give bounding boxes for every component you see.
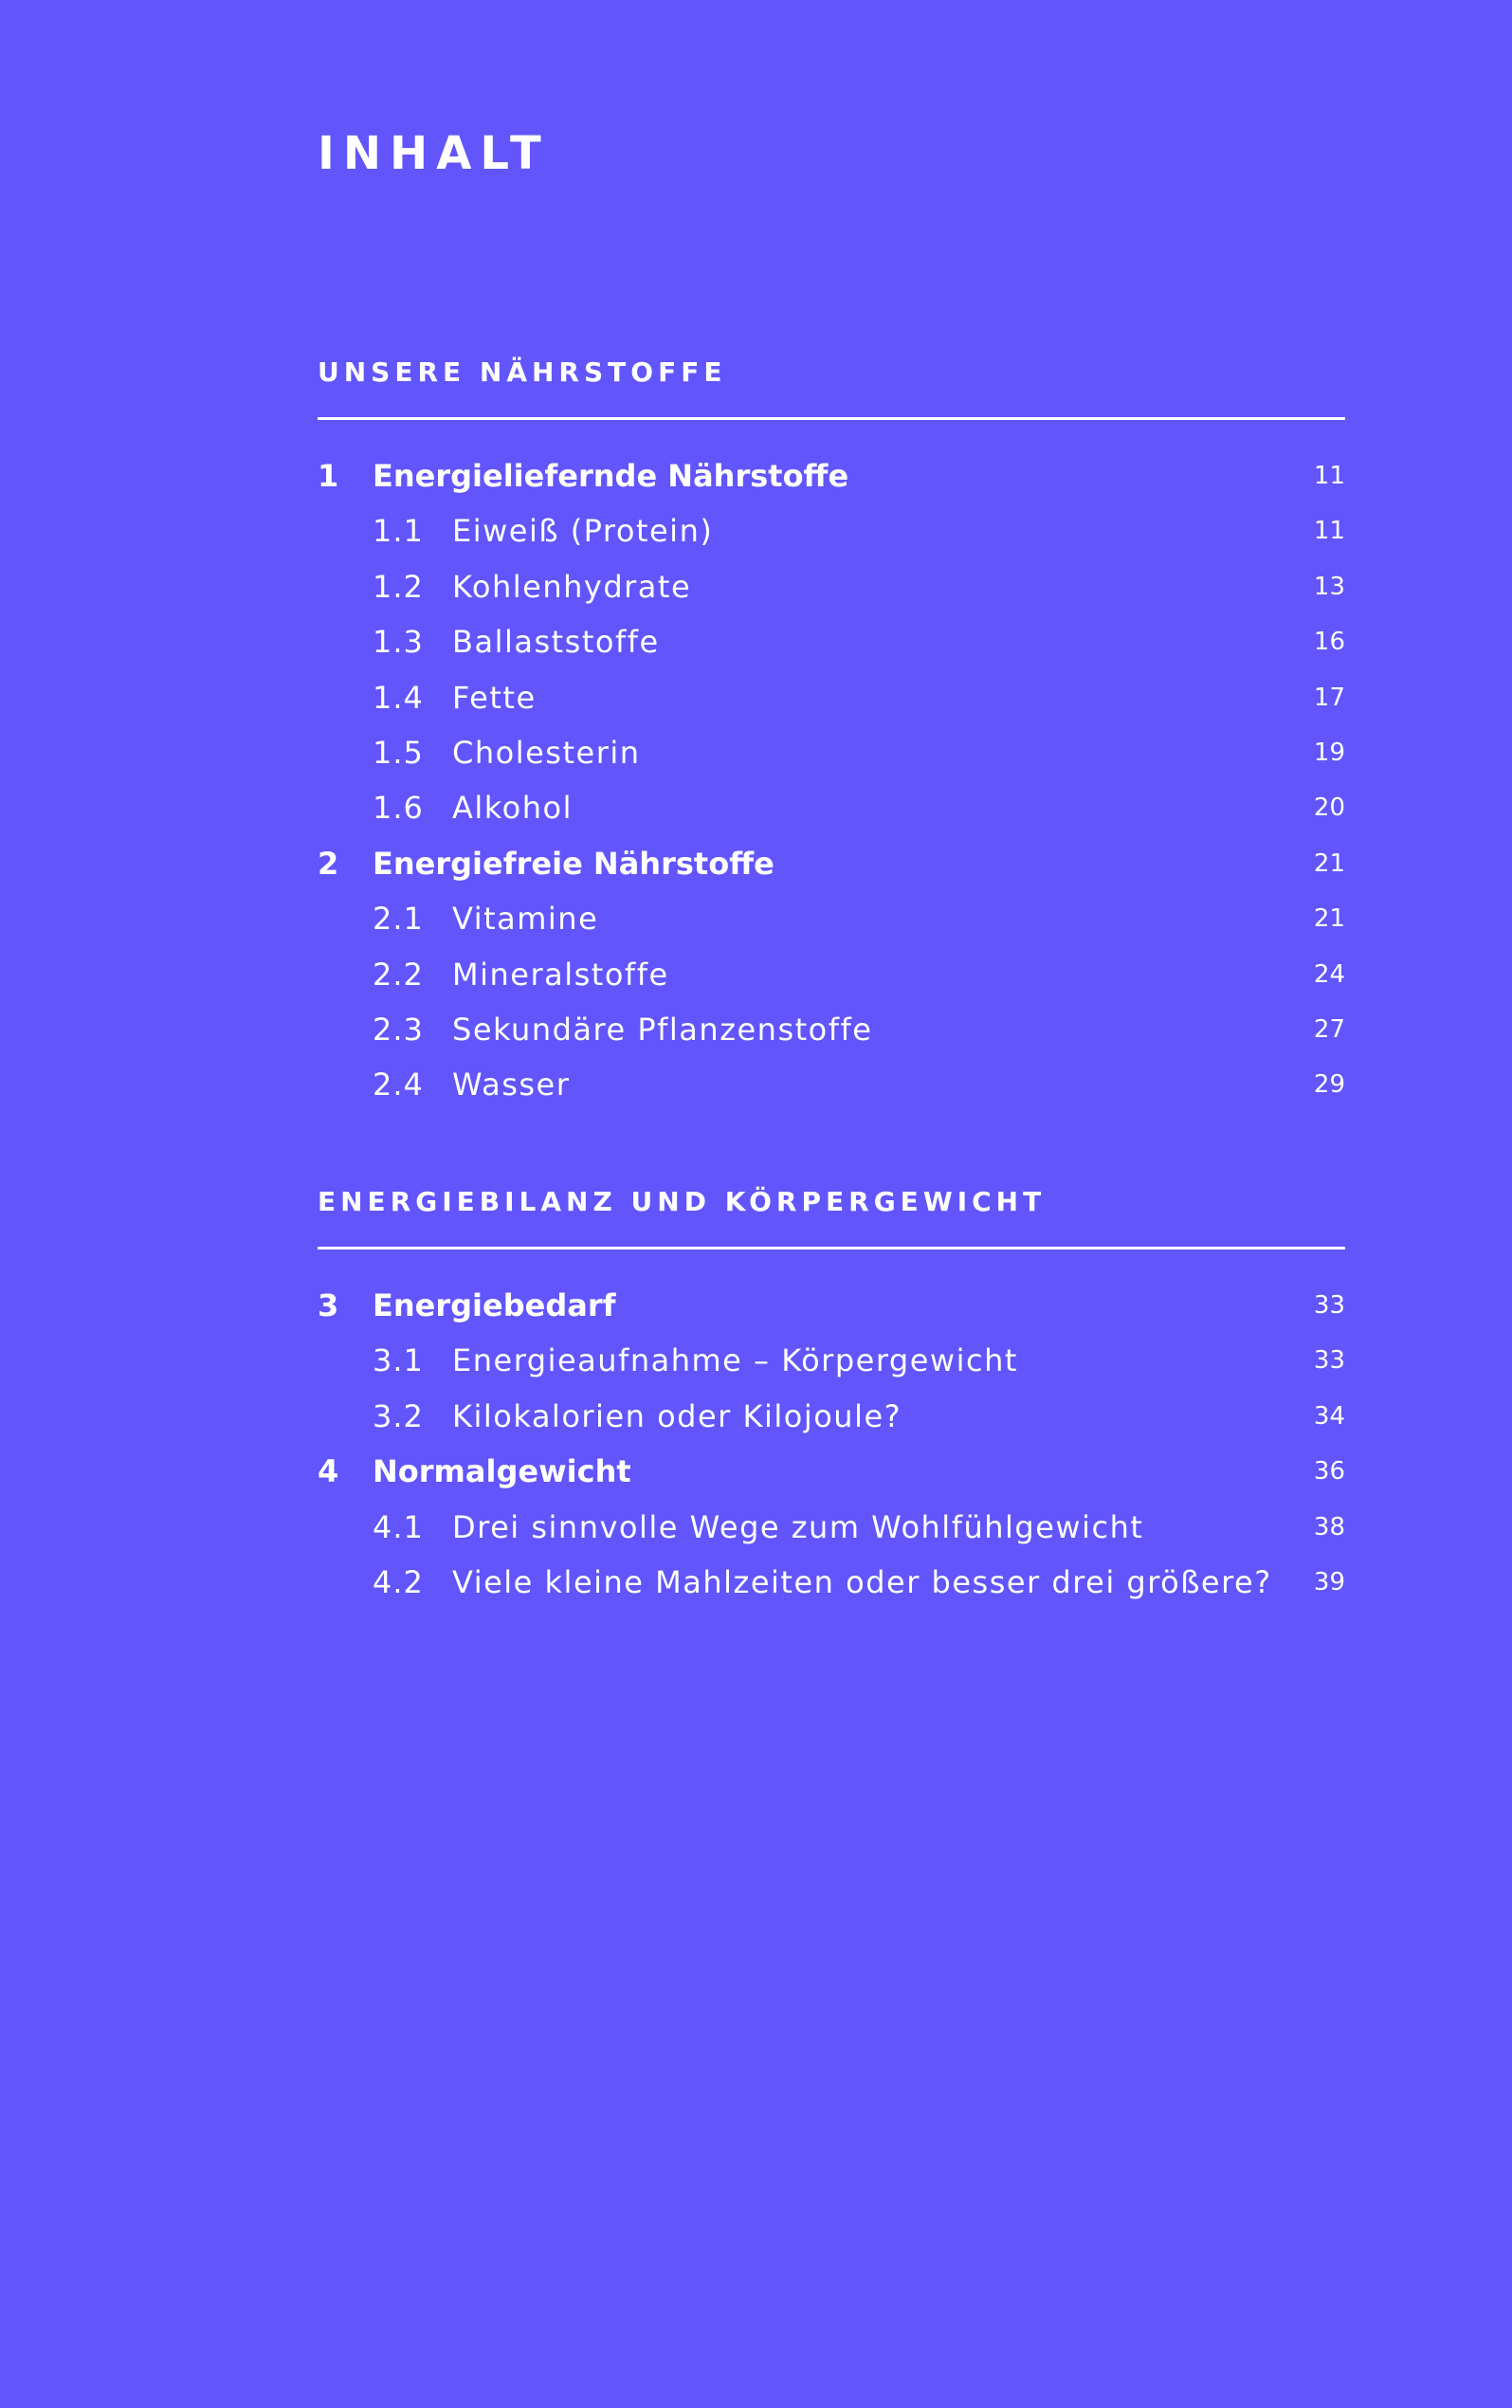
section-heading: UNSERE NÄHRSTOFFE <box>318 356 727 388</box>
toc-list <box>318 1278 1345 1610</box>
toc-chapter-row[interactable] <box>318 1444 1345 1499</box>
toc-entry-number: 3 <box>318 1287 339 1323</box>
section-heading: ENERGIEBILANZ UND KÖRPERGEWICHT <box>318 1186 1047 1217</box>
toc-entry-title: Cholesterin <box>452 734 641 771</box>
toc-entry-number: 1 <box>318 458 339 494</box>
toc-entry-title: Vitamine <box>452 901 599 938</box>
toc-chapter-row[interactable] <box>318 836 1345 891</box>
toc-entry-title: Alkohol <box>452 790 573 827</box>
toc-subchapter-row[interactable] <box>318 503 1345 558</box>
toc-entry-page: 16 <box>1313 628 1345 657</box>
toc-entry-number: 1.1 <box>373 513 424 550</box>
toc-entry-page: 33 <box>1313 1346 1345 1376</box>
toc-entry-title: Ballaststoffe <box>452 624 660 661</box>
toc-entry-page: 39 <box>1313 1567 1345 1596</box>
section-divider <box>318 417 1345 420</box>
toc-list <box>318 448 1345 1113</box>
toc-entry-title: Energiefreie Nährstoffe <box>373 845 774 882</box>
toc-entry-number: 1.2 <box>373 568 424 605</box>
toc-entry-page: 17 <box>1313 683 1345 712</box>
toc-entry-title: Kilokalorien oder Kilojoule? <box>452 1397 902 1434</box>
toc-entry-number: 2.2 <box>373 956 424 993</box>
toc-entry-page: 20 <box>1313 794 1345 823</box>
toc-subchapter-row[interactable] <box>318 1389 1345 1444</box>
toc-section-naehrstoffe <box>318 356 1345 1113</box>
toc-entry-page: 36 <box>1313 1457 1345 1487</box>
toc-entry-title: Energiebedarf <box>373 1287 616 1323</box>
toc-entry-page: 38 <box>1313 1512 1345 1541</box>
toc-entry-title: Energieaufnahme – Körpergewicht <box>452 1342 1018 1379</box>
toc-subchapter-row[interactable] <box>318 1002 1345 1057</box>
toc-subchapter-row[interactable] <box>318 725 1345 780</box>
toc-entry-title: Eiweiß (Protein) <box>452 513 714 550</box>
toc-entry-number: 1.5 <box>373 734 424 771</box>
toc-entry-page: 19 <box>1313 738 1345 767</box>
toc-entry-title: Wasser <box>452 1067 571 1104</box>
toc-entry-title: Normalgewicht <box>373 1453 631 1490</box>
toc-chapter-row[interactable] <box>318 448 1345 503</box>
toc-entry-page: 24 <box>1313 959 1345 989</box>
toc-entry-title: Kohlenhydrate <box>452 568 692 605</box>
toc-entry-number: 4 <box>318 1453 339 1490</box>
toc-entry-page: 11 <box>1313 517 1345 546</box>
toc-subchapter-row[interactable] <box>318 780 1345 835</box>
toc-entry-number: 2 <box>318 845 339 882</box>
toc-subchapter-row[interactable] <box>318 1555 1345 1610</box>
toc-subchapter-row[interactable] <box>318 947 1345 1002</box>
toc-entry-page: 11 <box>1313 462 1345 490</box>
toc-subchapter-row[interactable] <box>318 670 1345 725</box>
toc-subchapter-row[interactable] <box>318 614 1345 669</box>
toc-subchapter-row[interactable] <box>318 891 1345 946</box>
toc-entry-number: 1.6 <box>373 790 424 827</box>
toc-entry-title: Mineralstoffe <box>452 956 669 993</box>
toc-subchapter-row[interactable] <box>318 559 1345 614</box>
toc-section-energiebilanz <box>318 1186 1345 1610</box>
toc-entry-number: 2.1 <box>373 901 424 938</box>
toc-entry-number: 2.3 <box>373 1011 424 1048</box>
page-title: INHALT <box>318 127 550 180</box>
toc-entry-number: 4.1 <box>373 1508 424 1545</box>
toc-entry-title: Energieliefernde Nährstoffe <box>373 458 849 494</box>
toc-entry-number: 2.4 <box>373 1067 424 1104</box>
toc-subchapter-row[interactable] <box>318 1333 1345 1388</box>
section-divider <box>318 1247 1345 1250</box>
toc-entry-page: 13 <box>1313 572 1345 601</box>
toc-entry-page: 33 <box>1313 1291 1345 1320</box>
toc-entry-page: 27 <box>1313 1014 1345 1044</box>
toc-entry-page: 29 <box>1313 1070 1345 1100</box>
toc-entry-title: Viele kleine Mahlzeiten oder besser drei größere? <box>452 1563 1272 1600</box>
toc-entry-title: Sekundäre Pflanzenstoffe <box>452 1011 873 1048</box>
toc-entry-page: 21 <box>1313 848 1345 878</box>
toc-entry-number: 1.4 <box>373 679 424 716</box>
toc-entry-number: 3.1 <box>373 1342 424 1379</box>
toc-subchapter-row[interactable] <box>318 1057 1345 1112</box>
toc-entry-number: 3.2 <box>373 1397 424 1434</box>
toc-chapter-row[interactable] <box>318 1278 1345 1333</box>
toc-entry-number: 1.3 <box>373 624 424 661</box>
toc-subchapter-row[interactable] <box>318 1500 1345 1555</box>
toc-entry-page: 21 <box>1313 904 1345 934</box>
toc-entry-title: Drei sinnvolle Wege zum Wohlfühlgewicht <box>452 1508 1144 1545</box>
toc-entry-page: 34 <box>1313 1401 1345 1431</box>
toc-entry-title: Fette <box>452 679 537 716</box>
toc-entry-number: 4.2 <box>373 1563 424 1600</box>
